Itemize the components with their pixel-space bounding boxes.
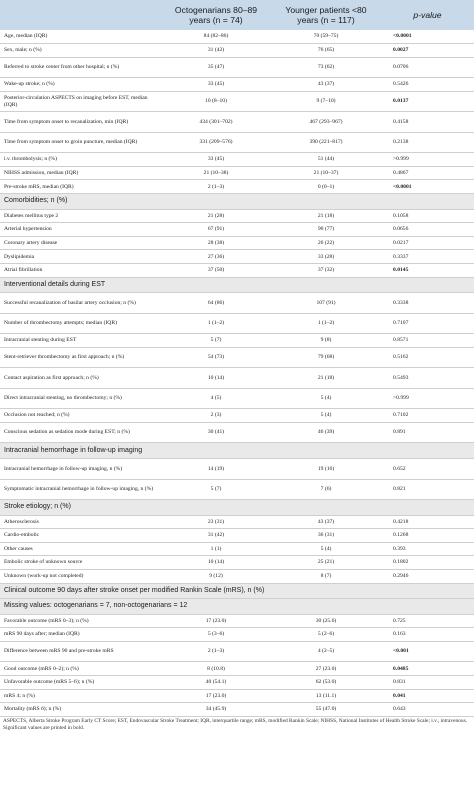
- younger-value: 36 (31): [271, 529, 381, 543]
- younger-value: 33 (28): [271, 250, 381, 264]
- table-row: [0, 236, 474, 250]
- header-octogenarians: Octogenarians 80–89 years (n = 74): [161, 0, 271, 30]
- row-label: Good outcome (mRS 0–2); n (%): [0, 662, 161, 676]
- table-row: [0, 166, 474, 180]
- octogenarians-value: 434 (301–702): [161, 112, 271, 133]
- octogenarians-value: 31 (42): [161, 44, 271, 58]
- p-value: 0.0706: [381, 57, 474, 78]
- table-row: [0, 529, 474, 543]
- younger-value: 8 (7): [271, 569, 381, 583]
- table-row: [0, 30, 474, 44]
- octogenarians-value: 33 (45): [161, 78, 271, 92]
- octogenarians-value: 33 (45): [161, 153, 271, 167]
- p-value: 0.8571: [381, 334, 474, 348]
- row-label: i.v. thrombolysis; n (%): [0, 153, 161, 167]
- row-label: mRS 90 days after; median (IQR): [0, 628, 161, 642]
- p-value: 0.821: [381, 479, 474, 500]
- younger-value: 70 (59–75): [271, 30, 381, 44]
- p-value: >0.999: [381, 388, 474, 409]
- younger-value: 467 (293–967): [271, 112, 381, 133]
- octogenarians-value: 14 (19): [161, 459, 271, 480]
- younger-value: 51 (44): [271, 153, 381, 167]
- p-value: 0.393: [381, 542, 474, 556]
- table-row: [0, 132, 474, 153]
- younger-value: 390 (221–817): [271, 132, 381, 153]
- row-label: Pre-stroke mRS, median (IQR): [0, 180, 161, 194]
- p-value: 0.0137: [381, 91, 474, 112]
- younger-value: 62 (53.0): [271, 676, 381, 690]
- p-value: 0.2138: [381, 132, 474, 153]
- table-row: [0, 676, 474, 690]
- octogenarians-value: 5 (7): [161, 334, 271, 348]
- row-label: Atherosclerosis: [0, 515, 161, 529]
- octogenarians-value: 1 (1): [161, 542, 271, 556]
- younger-value: 5 (4): [271, 388, 381, 409]
- younger-value: 7 (6): [271, 479, 381, 500]
- table-row: [0, 662, 474, 676]
- p-value: 0.4158: [381, 112, 474, 133]
- row-label: Dyslipidemia: [0, 250, 161, 264]
- table-row: [0, 112, 474, 133]
- p-value: 0.0485: [381, 662, 474, 676]
- younger-value: 1 (1–2): [271, 313, 381, 334]
- p-value: 0.891: [381, 422, 474, 443]
- younger-value: 46 (39): [271, 422, 381, 443]
- table-row: [0, 422, 474, 443]
- p-value: 0.1802: [381, 556, 474, 570]
- octogenarians-value: 331 (209–576): [161, 132, 271, 153]
- octogenarians-value: 35 (47): [161, 57, 271, 78]
- table-row: [0, 153, 474, 167]
- row-label: Unfavorable outcome (mRS 5–6); n (%): [0, 676, 161, 690]
- p-value: 0.163: [381, 628, 474, 642]
- row-label: Arterial hypertension: [0, 223, 161, 237]
- row-label: Cardio-embolic: [0, 529, 161, 543]
- table-row: [0, 459, 474, 480]
- table-body: [0, 30, 474, 716]
- table-row: [0, 78, 474, 92]
- p-value: 0.1268: [381, 529, 474, 543]
- row-label: Successful recanalization of basilar artery occlusion; n (%): [0, 293, 161, 314]
- table-row: [0, 264, 474, 278]
- table-row: [0, 614, 474, 628]
- octogenarians-value: 21 (10–38): [161, 166, 271, 180]
- p-value: 0.0217: [381, 236, 474, 250]
- row-label: Sex, male; n (%): [0, 44, 161, 58]
- octogenarians-value: 1 (1–2): [161, 313, 271, 334]
- octogenarians-value: 64 (86): [161, 293, 271, 314]
- header-younger-patients: Younger patients <80 years (n = 117): [271, 0, 381, 30]
- younger-value: 76 (65): [271, 44, 381, 58]
- younger-value: 43 (37): [271, 78, 381, 92]
- p-value: 0.3337: [381, 250, 474, 264]
- p-value: 0.5426: [381, 78, 474, 92]
- younger-value: 19 (16): [271, 459, 381, 480]
- section-title: Interventional details during EST: [0, 277, 474, 293]
- section-header-row: [0, 194, 474, 210]
- table-row: [0, 91, 474, 112]
- octogenarians-value: 10 (14): [161, 556, 271, 570]
- table-row: [0, 250, 474, 264]
- row-label: Intracranial hemorrhage in follow-up imaging, n (%): [0, 459, 161, 480]
- p-value: 0.1058: [381, 209, 474, 223]
- row-label: Time from symptom onset to recanalization, min (IQR): [0, 112, 161, 133]
- younger-value: 37 (32): [271, 264, 381, 278]
- table-footnote: ASPECTS, Alberta Stroke Program Early CT Score; EST, Endovascular Stroke Treatment; IQR, interquartile range; mRS, modified Rankin Scale; NIHSS, National Institutes of Health Stroke Scale; i.v., intravenous. Significant values are printed in bold.: [3, 717, 468, 731]
- octogenarians-value: 21 (28): [161, 209, 271, 223]
- younger-value: 9 (7–10): [271, 91, 381, 112]
- row-label: Stent-retriever thrombectomy as first approach; n (%): [0, 347, 161, 368]
- younger-value: 5 (4): [271, 542, 381, 556]
- header-p-value: p-value: [381, 0, 474, 30]
- row-label: Age, median (IQR): [0, 30, 161, 44]
- octogenarians-value: 30 (41): [161, 422, 271, 443]
- table-row: [0, 347, 474, 368]
- younger-value: 21 (10–37): [271, 166, 381, 180]
- row-label: Time from symptom onset to groin puncture, median (IQR): [0, 132, 161, 153]
- octogenarians-value: 2 (1–3): [161, 641, 271, 662]
- table-row: [0, 556, 474, 570]
- row-label: mRS 4; n (%): [0, 689, 161, 703]
- section-title: Stroke etiology; n (%): [0, 500, 474, 516]
- p-value: 0.7107: [381, 313, 474, 334]
- table-row: [0, 641, 474, 662]
- octogenarians-value: 2 (1–3): [161, 180, 271, 194]
- octogenarians-value: 2 (3): [161, 409, 271, 423]
- younger-value: 55 (47.0): [271, 703, 381, 717]
- younger-value: 5 (2–6): [271, 628, 381, 642]
- row-label: Contact aspiration as first approach; n (%): [0, 368, 161, 389]
- row-label: Diabetes mellitus type 2: [0, 209, 161, 223]
- octogenarians-value: 67 (91): [161, 223, 271, 237]
- row-label: Embolic stroke of unknown source: [0, 556, 161, 570]
- table-row: [0, 515, 474, 529]
- row-label: Referred to stroke center from other hospital; n (%): [0, 57, 161, 78]
- younger-value: 5 (4): [271, 409, 381, 423]
- p-value: 0.041: [381, 689, 474, 703]
- octogenarians-value: 28 (38): [161, 236, 271, 250]
- octogenarians-value: 27 (36): [161, 250, 271, 264]
- octogenarians-value: 17 (23.0): [161, 689, 271, 703]
- p-value: 0.7102: [381, 409, 474, 423]
- table-row: [0, 368, 474, 389]
- younger-value: 43 (37): [271, 515, 381, 529]
- row-label: Unknown (work-up not completed): [0, 569, 161, 583]
- row-label: Conscious sedation as sedation mode during EST; n (%): [0, 422, 161, 443]
- row-label: Coronary artery disease: [0, 236, 161, 250]
- table-row: [0, 479, 474, 500]
- younger-value: 25 (21): [271, 556, 381, 570]
- p-value: 0.0145: [381, 264, 474, 278]
- younger-value: 4 (2–5): [271, 641, 381, 662]
- row-label: Difference between mRS 90 and pre-stroke mRS: [0, 641, 161, 662]
- p-value: 0.0656: [381, 223, 474, 237]
- younger-value: 79 (68): [271, 347, 381, 368]
- p-value: 0.0027: [381, 44, 474, 58]
- p-value: 0.2946: [381, 569, 474, 583]
- table-row: [0, 223, 474, 237]
- table-row: [0, 628, 474, 642]
- table-row: [0, 293, 474, 314]
- p-value: <0.001: [381, 641, 474, 662]
- table-row: [0, 409, 474, 423]
- p-value: 0.5162: [381, 347, 474, 368]
- octogenarians-value: 31 (42): [161, 529, 271, 543]
- row-label: Number of thrombectomy attempts; median (IQR): [0, 313, 161, 334]
- section-title: Comorbidities; n (%): [0, 194, 474, 210]
- row-label: Symptomatic intracranial hemorrhage in follow-up imaging, n (%): [0, 479, 161, 500]
- row-label: Wake-up stroke; n (%): [0, 78, 161, 92]
- row-label: Direct intracranial stenting, no thrombectomy; n (%): [0, 388, 161, 409]
- octogenarians-value: 37 (50): [161, 264, 271, 278]
- octogenarians-value: 10 (14): [161, 368, 271, 389]
- octogenarians-value: 40 (54.1): [161, 676, 271, 690]
- p-value: 0.652: [381, 459, 474, 480]
- section-header-row: [0, 277, 474, 293]
- row-label: Mortality (mRS 6); n (%): [0, 703, 161, 717]
- younger-value: 13 (11.1): [271, 689, 381, 703]
- section-header-row: [0, 599, 474, 615]
- octogenarians-value: 10 (8–10): [161, 91, 271, 112]
- octogenarians-value: 8 (10.8): [161, 662, 271, 676]
- octogenarians-value: 34 (45.9): [161, 703, 271, 717]
- younger-value: 26 (22): [271, 236, 381, 250]
- table-row: [0, 569, 474, 583]
- octogenarians-value: 9 (12): [161, 569, 271, 583]
- younger-value: 9 (8): [271, 334, 381, 348]
- p-value: <0.0001: [381, 180, 474, 194]
- table-row: [0, 57, 474, 78]
- p-value: 0.3338: [381, 293, 474, 314]
- p-value: 0.725: [381, 614, 474, 628]
- younger-value: 107 (91): [271, 293, 381, 314]
- younger-value: 0 (0–1): [271, 180, 381, 194]
- younger-value: 30 (25.6): [271, 614, 381, 628]
- octogenarians-value: 5 (3–6): [161, 628, 271, 642]
- table-row: [0, 703, 474, 717]
- row-label: Other causes: [0, 542, 161, 556]
- header-variable: [0, 0, 161, 30]
- section-title: Clinical outcome 90 days after stroke onset per modified Rankin Scale (mRS), n (%): [0, 583, 474, 599]
- table-row: [0, 313, 474, 334]
- table-row: [0, 209, 474, 223]
- p-value: 0.643: [381, 703, 474, 717]
- row-label: Posterior-circulation ASPECTS on imaging before EST, median (IQR): [0, 91, 161, 112]
- section-header-row: [0, 583, 474, 599]
- octogenarians-value: 54 (73): [161, 347, 271, 368]
- table-row: [0, 689, 474, 703]
- younger-value: 21 (18): [271, 368, 381, 389]
- p-value: 0.4867: [381, 166, 474, 180]
- octogenarians-value: 4 (5): [161, 388, 271, 409]
- octogenarians-value: 17 (23.0): [161, 614, 271, 628]
- row-label: Intracranial stenting during EST: [0, 334, 161, 348]
- row-label: Favorable outcome (mRS 0–3); n (%): [0, 614, 161, 628]
- p-value: 0.4218: [381, 515, 474, 529]
- table-header: [0, 0, 474, 30]
- table-row: [0, 334, 474, 348]
- section-header-row: [0, 500, 474, 516]
- row-label: Occlusion not reached; n (%): [0, 409, 161, 423]
- younger-value: 21 (18): [271, 209, 381, 223]
- p-value: >0.999: [381, 153, 474, 167]
- younger-value: 90 (77): [271, 223, 381, 237]
- row-label: Atrial fibrillation: [0, 264, 161, 278]
- octogenarians-value: 23 (31): [161, 515, 271, 529]
- section-title: Intracranial hemorrhage in follow-up imaging: [0, 443, 474, 459]
- section-title: Missing values: octogenarians = 7, non-octogenarians = 12: [0, 599, 474, 615]
- p-value: <0.0001: [381, 30, 474, 44]
- table-row: [0, 542, 474, 556]
- octogenarians-value: 84 (82–86): [161, 30, 271, 44]
- table-row: [0, 44, 474, 58]
- table-row: [0, 388, 474, 409]
- table-row: [0, 180, 474, 194]
- younger-value: 27 (23.0): [271, 662, 381, 676]
- younger-value: 73 (62): [271, 57, 381, 78]
- row-label: NIHSS admission, median (IQR): [0, 166, 161, 180]
- p-value: 0.831: [381, 676, 474, 690]
- p-value: 0.5493: [381, 368, 474, 389]
- octogenarians-value: 5 (7): [161, 479, 271, 500]
- section-header-row: [0, 443, 474, 459]
